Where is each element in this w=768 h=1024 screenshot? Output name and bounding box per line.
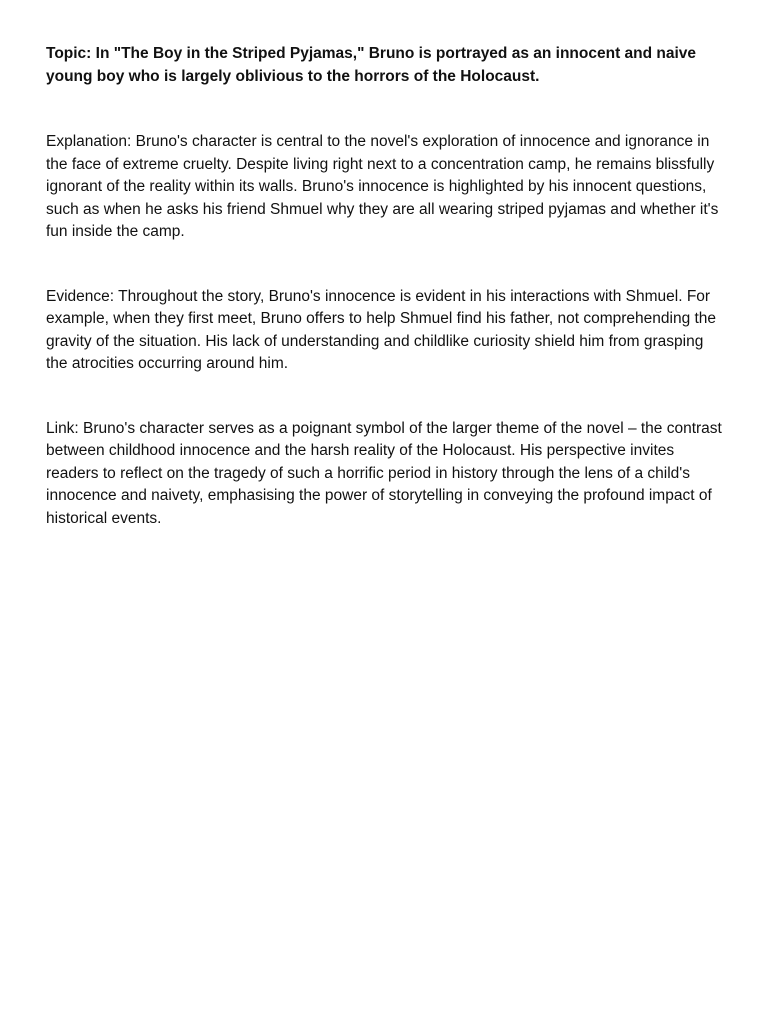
explanation-paragraph: Explanation: Bruno's character is central to the novel's exploration of innocence and ignorance in the face of extreme cruelty. Despite living right next to a concentration camp, he remains blissfully ignorant of the reality within its walls. Bruno's innocence is highlighted by his innocent questions, such as when he asks his friend Shmuel why they are all wearing striped pyjamas and whether it's fun inside the camp. — [46, 133, 719, 240]
document-page — [46, 43, 726, 530]
topic-paragraph: Topic: In "The Boy in the Striped Pyjamas," Bruno is portrayed as an innocent and naive young boy who is largely oblivious to the horrors of the Holocaust. — [46, 45, 697, 85]
evidence-paragraph: Evidence: Throughout the story, Bruno's innocence is evident in his interactions with Shmuel. For example, when they first meet, Bruno offers to help Shmuel find his father, not comprehending the gravity of the situation. His lack of understanding and childlike curiosity shield him from grasping the atrocities occurring around him. — [46, 287, 717, 372]
link-paragraph: Link: Bruno's character serves as a poignant symbol of the larger theme of the novel – the contrast between childhood innocence and the harsh reality of the Holocaust. His perspective invites readers to reflect on the tragedy of such a horrific period in history through the lens of a child's innocence and naivety, emphasising the power of storytelling in conveying the profound impact of historical events. — [46, 419, 722, 527]
